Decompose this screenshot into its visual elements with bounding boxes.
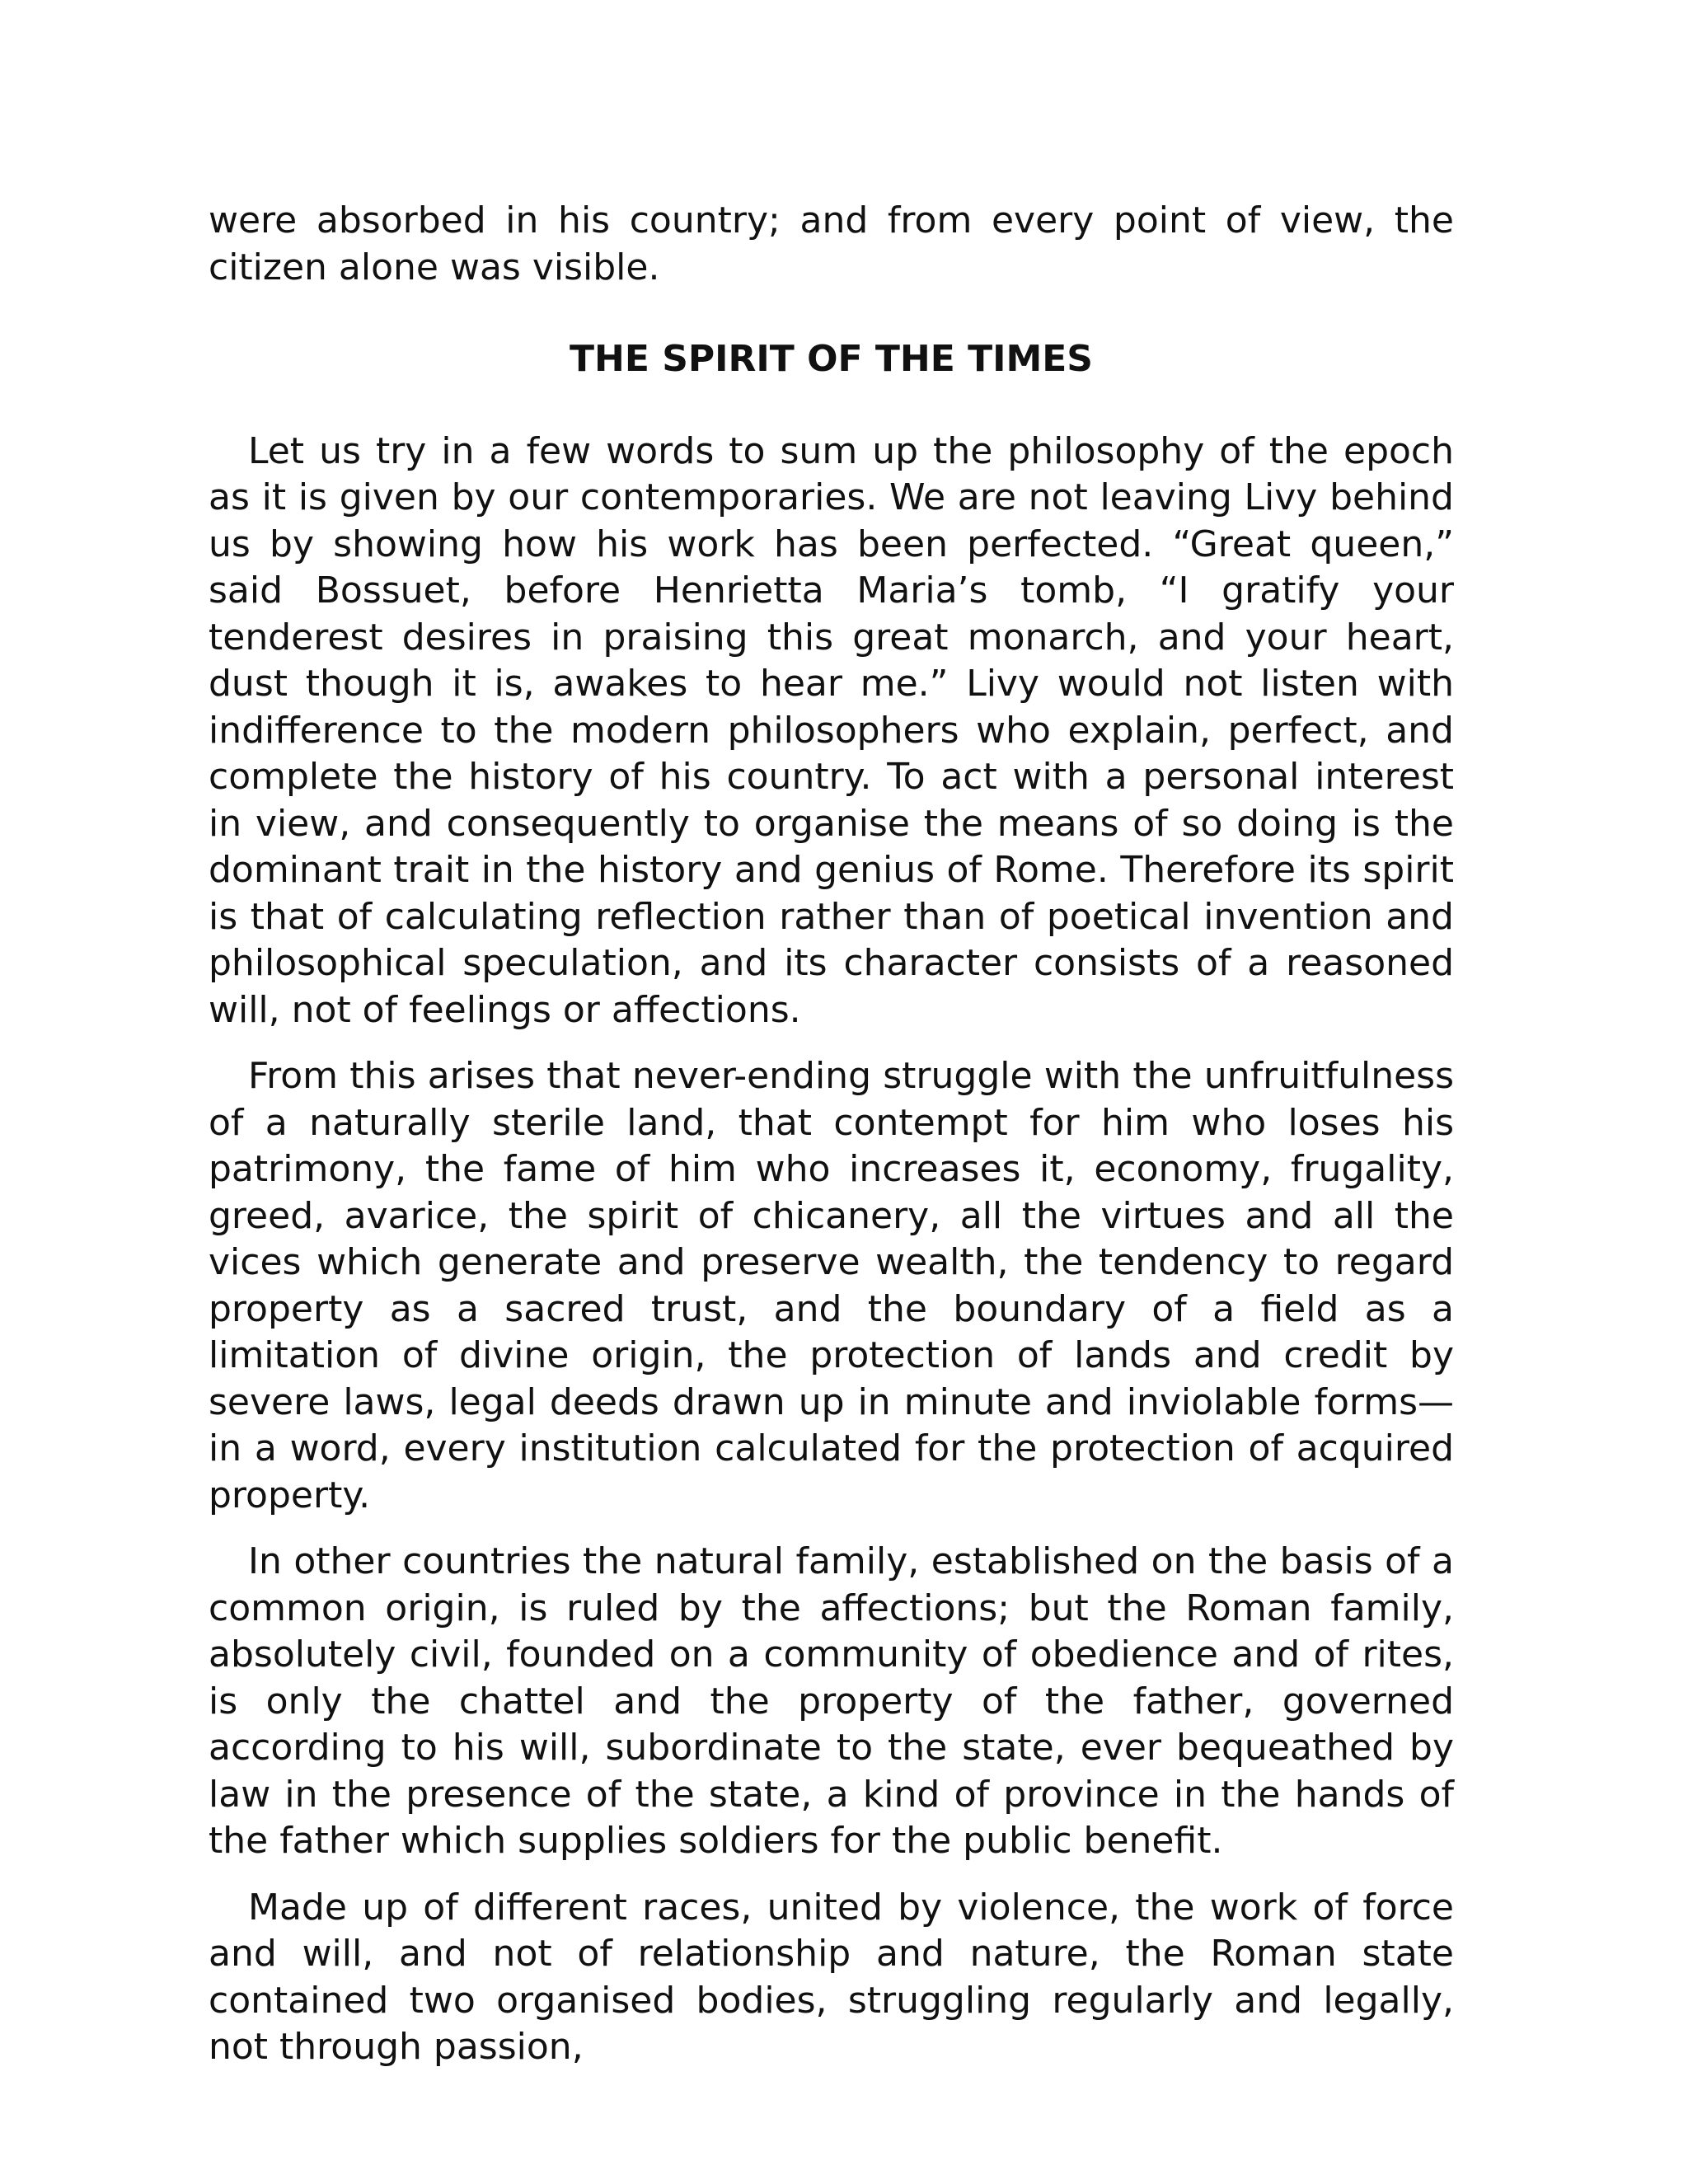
body-paragraph: In other countries the natural family, established on the basis of a common origin, is ruled by the affections; but the Roman family, absolutely civil, founded on a community of obedience and of rites, is only the chattel and the property of the father, governed according to his will, subordinate to the state, ever bequeathed by law in the presence of the state, a kind of province in the hands of the father which supplies soldiers for the public benefit. [209, 1540, 1454, 1862]
body-paragraph: Made up of different races, united by violence, the work of force and will, and not of relationship and nature, the Roman state contained two organised bodies, struggling regularly and legally, not through passion, [209, 1886, 1454, 2068]
body-paragraph: Let us try in a few words to sum up the philosophy of the epoch as it is given by our contemporaries. We are not leaving Livy behind us by showing how his work has been perfected. “Great queen,” said Bossuet, before Henrietta Maria’s tomb, “I gratify your tenderest desires in praising this great monarch, and your heart, dust though it is, awakes to hear me.” Livy would not listen with indifference to the modern philosophers who explain, perfect, and complete the history of his country. To act with a personal interest in view, and consequently to organise the means of so doing is the dominant trait in the history and genius of Rome. Therefore its spirit is that of calculating reflection rather than of poetical invention and philosophical speculation, and its character consists of a reasoned will, not of feelings or affections. [209, 429, 1454, 1031]
body-paragraph: From this arises that never-ending struggle with the unfruitfulness of a naturally sterile land, that contempt for him who loses his patrimony, the fame of him who increases it, economy, frugality, greed, avarice, the spirit of chicanery, all the virtues and all the vices which generate and preserve wealth, the tendency to regard property as a sacred trust, and the boundary of a field as a limitation of divine origin, the protection of lands and credit by severe laws, legal deeds drawn up in minute and inviolable forms—in a word, every institution calculated for the protection of acquired property. [209, 1055, 1454, 1516]
section-heading: THE SPIRIT OF THE TIMES [569, 338, 1093, 380]
book-page [209, 198, 1454, 2071]
continued-paragraph: were absorbed in his country; and from every point of view, the citizen alone was visible. [209, 199, 1454, 288]
